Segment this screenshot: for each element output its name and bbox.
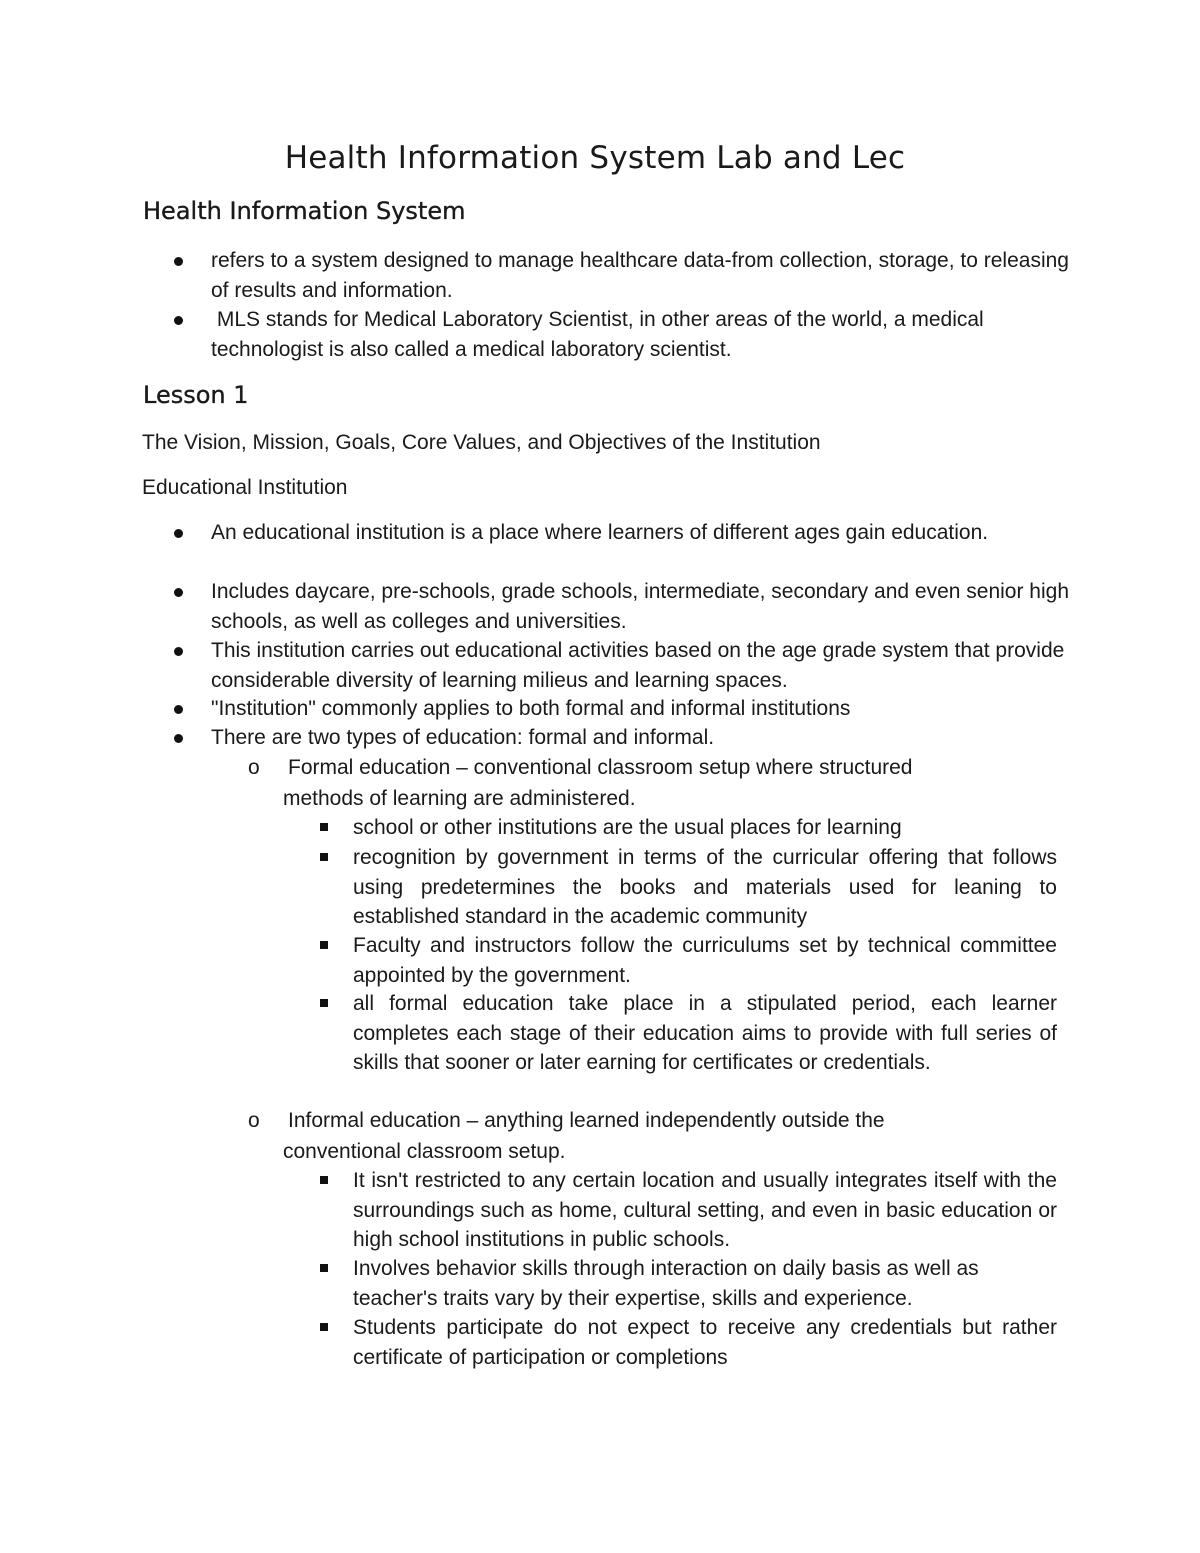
list-item: Involves behavior skills through interaction on daily basis as well as teacher's traits vary by their expertise, skills and experience. [353, 1254, 1057, 1313]
list-item: Faculty and instructors follow the curriculums set by technical committee appointed by the government. [353, 931, 1057, 990]
section-heading-his: Health Information System [143, 197, 466, 225]
list-item: "Institution" commonly applies to both formal and informal institutions [211, 694, 1071, 724]
list-item: refers to a system designed to manage healthcare data-from collection, storage, to releasing of results and information. [211, 246, 1071, 305]
list-item: MLS stands for Medical Laboratory Scientist, in other areas of the world, a medical technologist is also called a medical laboratory scientist. [211, 305, 1071, 364]
square-bullet-icon [320, 823, 328, 831]
square-bullet-icon [320, 1264, 328, 1272]
circle-marker-icon: o [248, 1109, 260, 1132]
circle-marker-icon: o [248, 756, 260, 779]
bullet-dot-icon [174, 734, 183, 743]
bullet-dot-icon [174, 316, 183, 325]
square-bullet-icon [320, 1176, 328, 1184]
square-bullet-icon [320, 1323, 328, 1331]
lesson-subtitle: The Vision, Mission, Goals, Core Values, and Objectives of the Institution [142, 431, 821, 454]
bullet-dot-icon [174, 257, 183, 266]
square-bullet-icon [320, 853, 328, 861]
bullet-dot-icon [174, 647, 183, 656]
list-item: Students participate do not expect to receive any credentials but rather certificate of participation or completions [353, 1313, 1057, 1372]
list-item: This institution carries out educational activities based on the age grade system that provide considerable diversity of learning milieus and learning spaces. [211, 636, 1071, 695]
square-bullet-icon [320, 941, 328, 949]
formal-education-item: o Formal education – conventional classroom setup where structured methods of learning are administered. [283, 752, 1043, 814]
list-item: recognition by government in terms of the curricular offering that follows using predetermines the books and materials used for leaning to established standard in the academic community [353, 843, 1057, 932]
list-item: all formal education take place in a stipulated period, each learner completes each stage of their education aims to provide with full series of skills that sooner or later earning for certificates or credentials. [353, 989, 1057, 1078]
subheading-educational-institution: Educational Institution [142, 476, 348, 499]
list-item: It isn't restricted to any certain location and usually integrates itself with the surroundings such as home, cultural setting, and even in basic education or high school institutions in public schools. [353, 1166, 1057, 1255]
section-heading-lesson-1: Lesson 1 [143, 381, 249, 409]
bullet-dot-icon [174, 529, 183, 538]
list-item: An educational institution is a place where learners of different ages gain education. [211, 518, 1071, 548]
square-bullet-icon [320, 999, 328, 1007]
informal-education-item: o Informal education – anything learned independently outside the conventional classroom setup. [283, 1105, 1043, 1167]
document-title: Health Information System Lab and Lec [284, 140, 906, 176]
list-item: Includes daycare, pre-schools, grade schools, intermediate, secondary and even senior high schools, as well as colleges and universities. [211, 577, 1071, 636]
list-item: There are two types of education: formal and informal. [211, 723, 1071, 753]
bullet-dot-icon [174, 705, 183, 714]
list-item: school or other institutions are the usual places for learning [353, 813, 1057, 843]
bullet-dot-icon [174, 588, 183, 597]
